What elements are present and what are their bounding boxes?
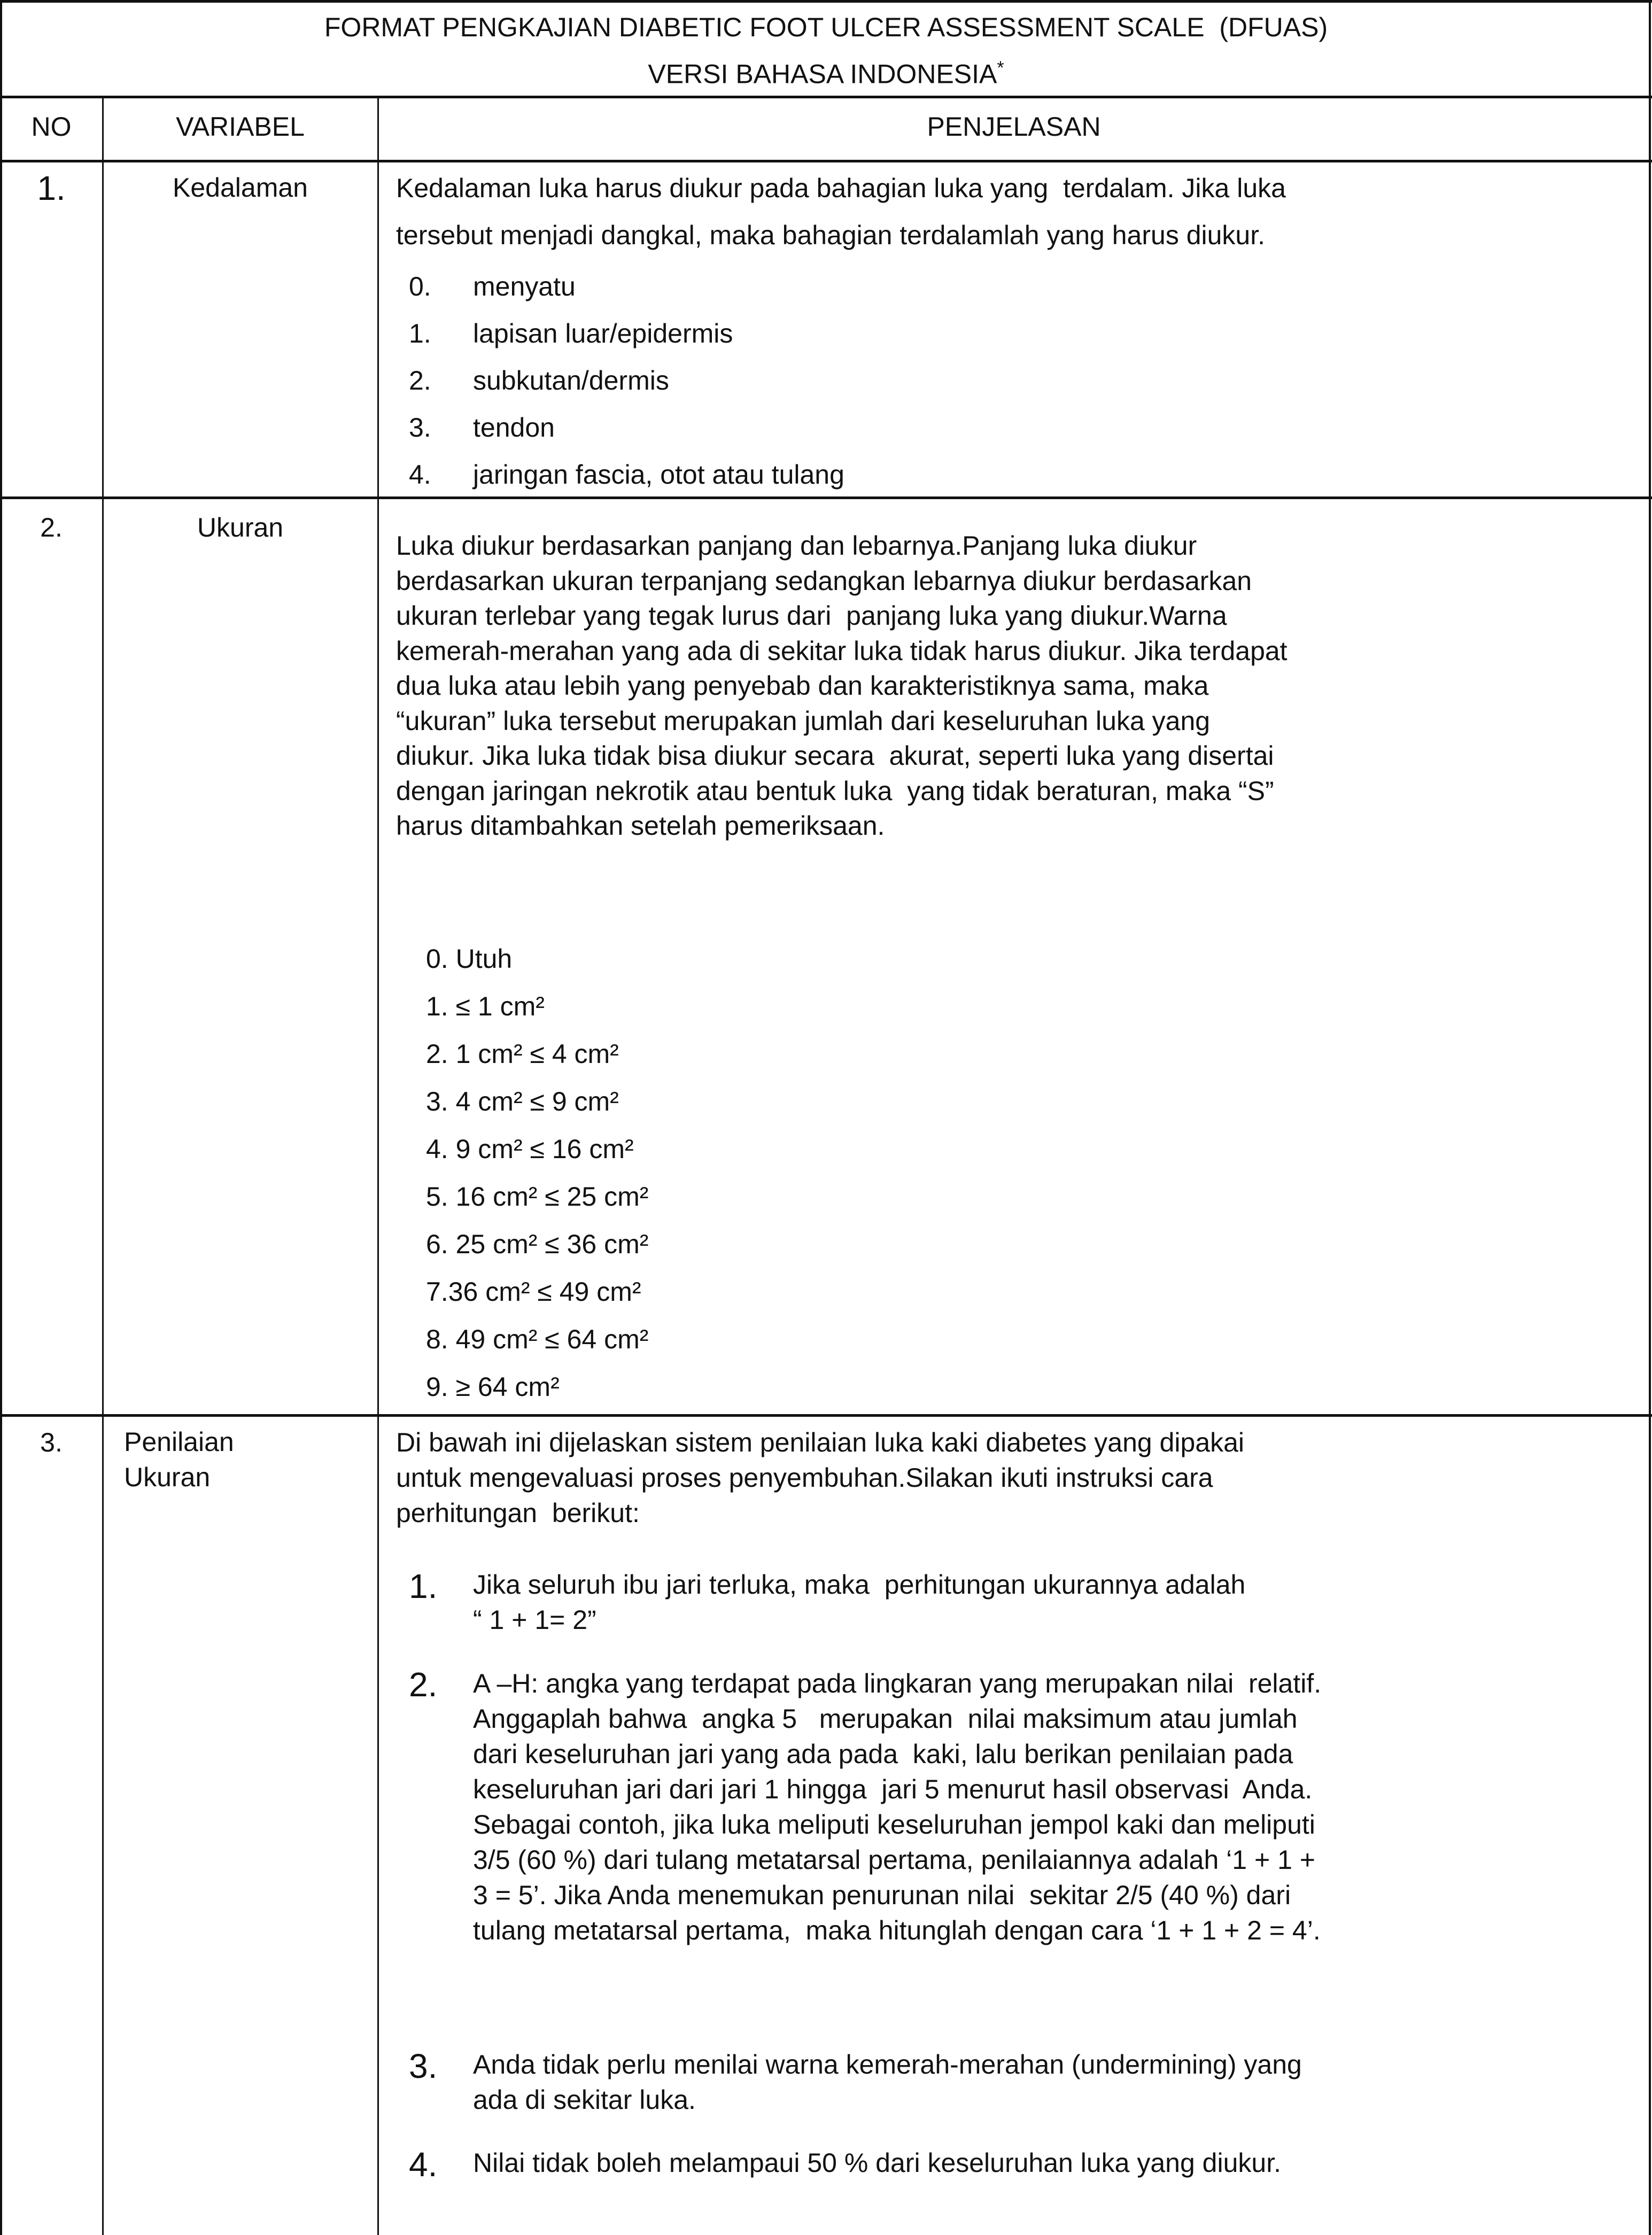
- instruction-number: 1.: [409, 1567, 438, 1605]
- list-item: 5. 16 cm² ≤ 25 cm²: [426, 1182, 649, 1212]
- table-border-left: [0, 0, 2, 2235]
- list-item: [409, 451, 844, 498]
- instruction-number: 2.: [409, 1665, 438, 1704]
- item-number: 1.: [409, 319, 431, 348]
- item-text: lapisan luar/epidermis: [473, 319, 733, 348]
- row-divider: [0, 96, 1652, 98]
- size-scale-list: [426, 935, 648, 1411]
- row-3-number: 3.: [40, 1427, 63, 1457]
- instruction-line: ada di sekitar luka.: [473, 2084, 696, 2115]
- row-3-variable: [124, 1425, 234, 1495]
- header-penjelasan: PENJELASAN: [927, 112, 1101, 142]
- instruction-line: Sebagai contoh, jika luka meliputi keseluruhan jempol kaki dan meliputi: [473, 1810, 1315, 1840]
- list-item: 4. 9 cm² ≤ 16 cm²: [426, 1134, 634, 1164]
- item-number: 3.: [409, 413, 431, 443]
- list-item: 0. Utuh: [426, 944, 513, 974]
- table-border-top: [0, 0, 1652, 3]
- row-1-number: 1.: [37, 169, 66, 207]
- paragraph-line: dengan jaringan nekrotik atau bentuk luka yang tidak beraturan, maka “S”: [396, 775, 1274, 806]
- column-divider: [377, 97, 379, 2235]
- instruction-line: “ 1 + 1= 2”: [473, 1604, 596, 1635]
- variable-line: Ukuran: [124, 1462, 211, 1492]
- list-item: 3. 4 cm² ≤ 9 cm²: [426, 1087, 619, 1116]
- instruction-line: 3/5 (60 %) dari tulang metatarsal pertama, penilaiannya adalah ‘1 + 1 +: [473, 1845, 1315, 1875]
- table-border-right: [1649, 0, 1651, 2235]
- row-2-number: 2.: [40, 513, 63, 542]
- item-number: 2.: [409, 366, 431, 395]
- header-variabel: VARIABEL: [176, 112, 305, 142]
- list-item: [409, 310, 844, 357]
- item-text: tendon: [473, 413, 555, 443]
- row-3-description: [396, 1425, 1244, 1531]
- list-item: 2. 1 cm² ≤ 4 cm²: [426, 1039, 619, 1069]
- instruction-line: 3 = 5’. Jika Anda menemukan penurunan nilai sekitar 2/5 (40 %) dari: [473, 1880, 1291, 1910]
- row-divider: [0, 1414, 1652, 1417]
- paragraph-line: “ukuran” luka tersebut merupakan jumlah dari keseluruhan luka yang: [396, 705, 1211, 736]
- paragraph-line: Luka diukur berdasarkan panjang dan lebarnya.Panjang luka diukur: [396, 531, 1197, 561]
- list-item: 6. 25 cm² ≤ 36 cm²: [426, 1229, 649, 1259]
- item-number: 0.: [409, 271, 431, 301]
- instruction-line: tulang metatarsal pertama, maka hitunglah dengan cara ‘1 + 1 + 2 = 4’.: [473, 1915, 1321, 1945]
- list-item: [409, 404, 844, 451]
- instruction-line: Jika seluruh ibu jari terluka, maka perhitungan ukurannya adalah: [473, 1570, 1246, 1600]
- paragraph-line: diukur. Jika luka tidak bisa diukur secara akurat, seperti luka yang disertai: [396, 741, 1274, 771]
- paragraph-line: harus ditambahkan setelah pemeriksaan.: [396, 811, 885, 841]
- paragraph-line: Kedalaman luka harus diukur pada bahagian luka yang terdalam. Jika luka: [396, 173, 1286, 203]
- title-line-1: FORMAT PENGKAJIAN DIABETIC FOOT ULCER ASSESSMENT SCALE (DFUAS): [324, 12, 1328, 42]
- instruction-line: keseluruhan jari dari jari 1 hingga jari 5 menurut hasil observasi Anda.: [473, 1774, 1313, 1804]
- footnote-marker: *: [997, 58, 1004, 78]
- paragraph-line: Di bawah ini dijelaskan sistem penilaian luka kaki diabetes yang dipakai: [396, 1427, 1245, 1457]
- instruction-line: Nilai tidak boleh melampaui 50 % dari keseluruhan luka yang diukur.: [473, 2148, 1281, 2178]
- row-divider: [0, 160, 1652, 162]
- row-2-variable: Ukuran: [197, 513, 284, 542]
- item-text: jaringan fascia, otot atau tulang: [473, 460, 844, 490]
- instruction-2: [473, 1666, 1321, 1948]
- paragraph-line: kemerah-merahan yang ada di sekitar luka tidak harus diukur. Jika terdapat: [396, 635, 1288, 666]
- item-text: menyatu: [473, 271, 576, 301]
- row-2-description: [396, 529, 1288, 844]
- instruction-line: Anggaplah bahwa angka 5 merupakan nilai maksimum atau jumlah: [473, 1704, 1298, 1734]
- paragraph-line: berdasarkan ukuran terpanjang sedangkan lebarnya diukur berdasarkan: [396, 565, 1252, 596]
- instruction-number: 4.: [409, 2145, 438, 2184]
- paragraph-line: tersebut menjadi dangkal, maka bahagian terdalamlah yang harus diukur.: [396, 220, 1266, 250]
- item-text: subkutan/dermis: [473, 366, 669, 395]
- row-1-description: [396, 165, 1286, 259]
- paragraph-line: dua luka atau lebih yang penyebab dan karakteristiknya sama, maka: [396, 671, 1209, 701]
- header-no: NO: [31, 112, 72, 142]
- column-divider: [102, 97, 104, 2235]
- depth-scale-list: [409, 263, 844, 498]
- instruction-line: A –H: angka yang terdapat pada lingkaran yang merupakan nilai relatif.: [473, 1669, 1322, 1698]
- row-1-variable: Kedalaman: [173, 173, 308, 203]
- list-item: [409, 263, 844, 310]
- variable-line: Penilaian: [124, 1427, 234, 1457]
- instruction-4: [473, 2146, 1281, 2181]
- instruction-3: [473, 2047, 1302, 2117]
- form-title: [0, 12, 1652, 43]
- instruction-number: 3.: [409, 2047, 438, 2085]
- instruction-line: dari keseluruhan jari yang ada pada kaki, lalu berikan penilaian pada: [473, 1739, 1293, 1769]
- paragraph-line: perhitungan berikut:: [396, 1498, 640, 1528]
- item-number: 4.: [409, 460, 431, 490]
- instruction-1: [473, 1567, 1245, 1638]
- list-item: [409, 357, 844, 404]
- list-item: 1. ≤ 1 cm²: [426, 991, 545, 1021]
- paragraph-line: ukuran terlebar yang tegak lurus dari panjang luka yang diukur.Warna: [396, 601, 1227, 631]
- instruction-line: Anda tidak perlu menilai warna kemerah-merahan (undermining) yang: [473, 2050, 1302, 2079]
- paragraph-line: untuk mengevaluasi proses penyembuhan.Silakan ikuti instruksi cara: [396, 1463, 1213, 1493]
- form-subtitle: [0, 58, 1652, 90]
- title-line-2: VERSI BAHASA INDONESIA: [648, 59, 997, 89]
- list-item: 9. ≥ 64 cm²: [426, 1372, 560, 1402]
- list-item: 8. 49 cm² ≤ 64 cm²: [426, 1324, 649, 1354]
- list-item: 7.36 cm² ≤ 49 cm²: [426, 1277, 641, 1307]
